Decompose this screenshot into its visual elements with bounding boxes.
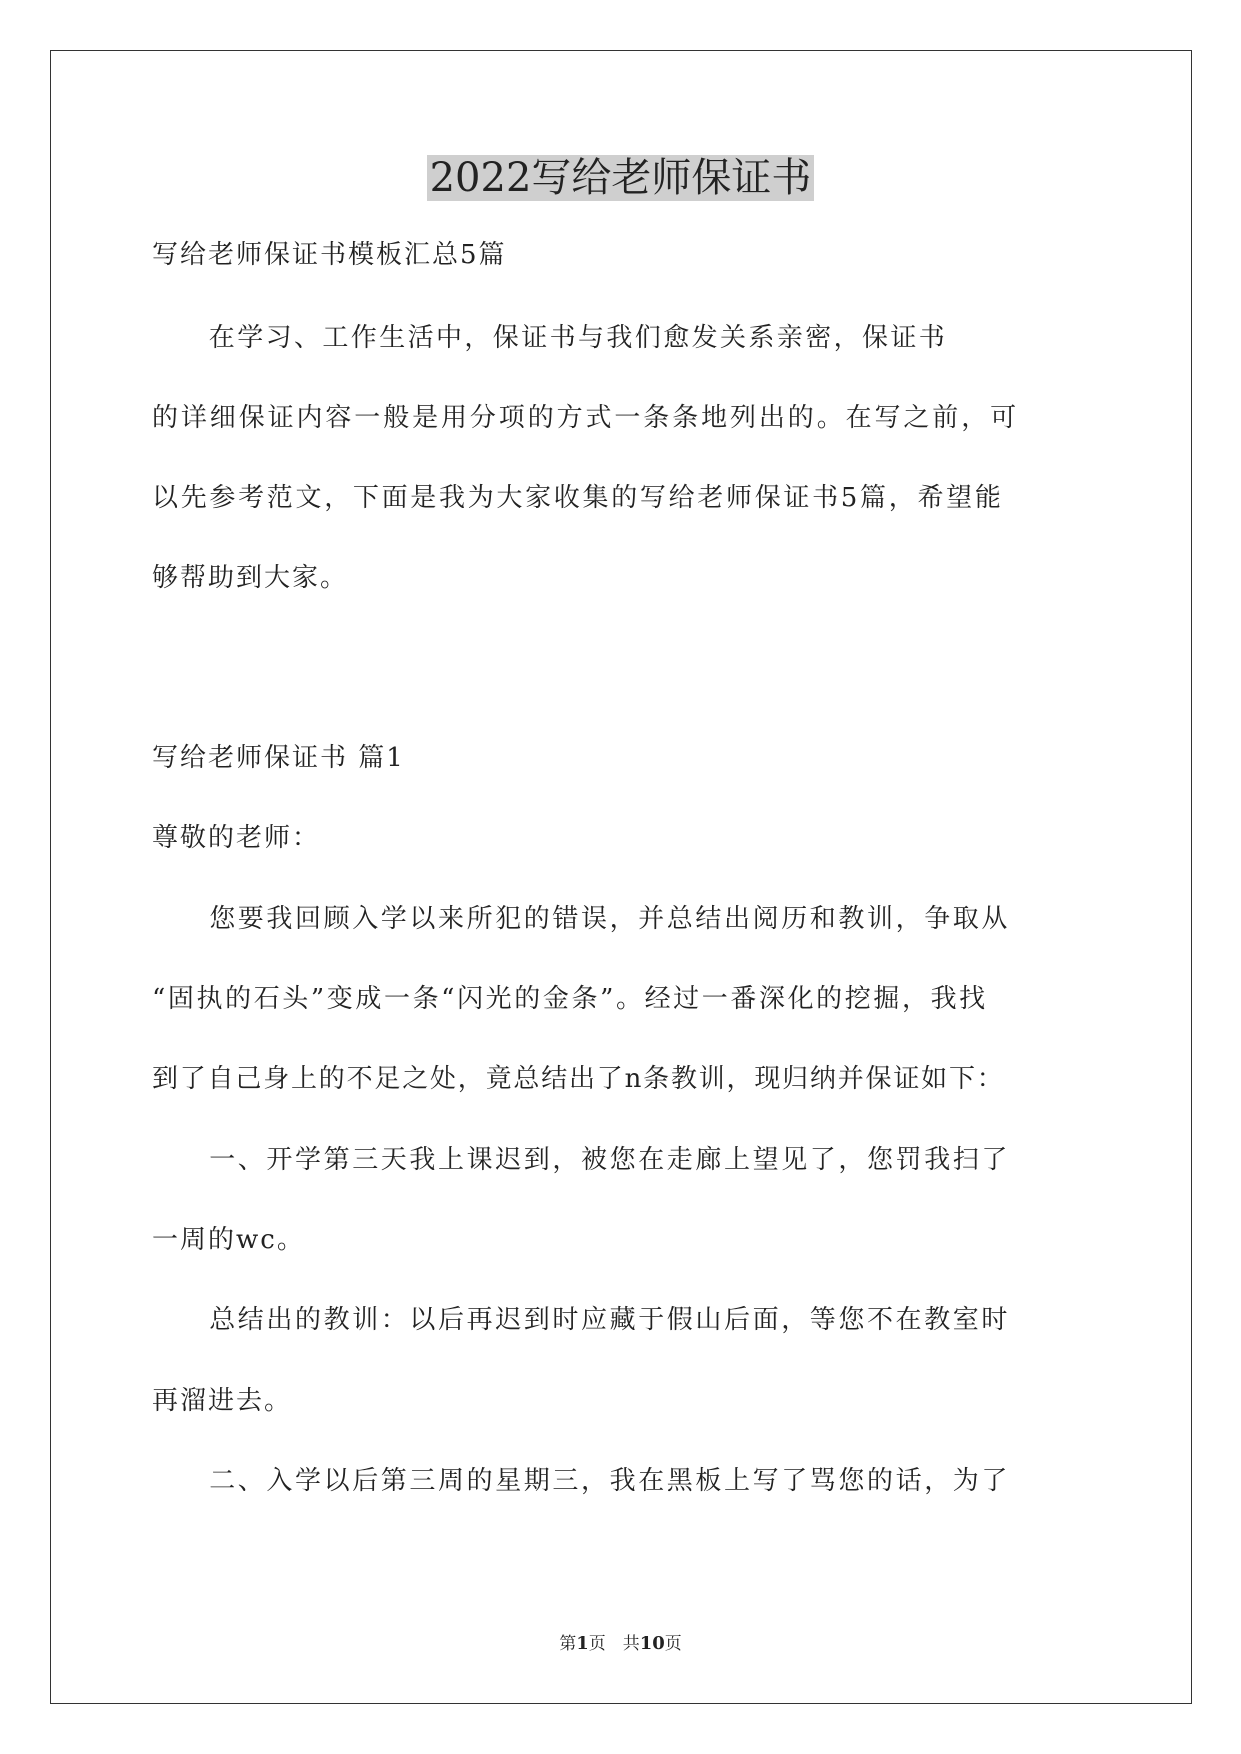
body-line-2: “固执的石头”变成一条“闪光的金条”。经过一番深化的挖掘，我找 bbox=[152, 984, 988, 1014]
intro-line-1: 在学习、工作生活中，保证书与我们愈发关系亲密，保证书 bbox=[152, 323, 948, 353]
body-line-6: 总结出的教训：以后再迟到时应藏于假山后面，等您不在教室时 bbox=[152, 1305, 1011, 1335]
footer-prefix: 第 bbox=[559, 1634, 577, 1654]
body-line-1: 您要我回顾入学以来所犯的错误，并总结出阅历和教训，争取从 bbox=[152, 904, 1011, 934]
body-line-5: 一周的wc。 bbox=[152, 1225, 305, 1255]
section-heading: 写给老师保证书 篇1 bbox=[152, 743, 405, 773]
page-footer bbox=[0, 1632, 1241, 1656]
intro-line-2: 的详细保证内容一般是用分项的方式一条条地列出的。在写之前，可 bbox=[152, 403, 1020, 433]
intro-line-3: 以先参考范文，下面是我为大家收集的写给老师保证书5篇，希望能 bbox=[152, 483, 1004, 513]
footer-page-number: 1 bbox=[576, 1633, 589, 1654]
footer-total-pages: 10 bbox=[639, 1633, 665, 1654]
page-border bbox=[50, 50, 1192, 1704]
salutation: 尊敬的老师： bbox=[152, 823, 321, 853]
intro-line-4: 够帮助到大家。 bbox=[152, 563, 349, 593]
body-line-8: 二、入学以后第三周的星期三，我在黑板上写了骂您的话，为了 bbox=[152, 1466, 1011, 1496]
body-line-4: 一、开学第三天我上课迟到，被您在走廊上望见了，您罚我扫了 bbox=[152, 1145, 1011, 1175]
document-title: 2022写给老师保证书 bbox=[0, 148, 1241, 208]
body-line-3: 到了自己身上的不足之处，竟总结出了n条教训，现归纳并保证如下： bbox=[152, 1064, 1005, 1094]
footer-middle: 页 共 bbox=[588, 1634, 640, 1654]
footer-suffix: 页 bbox=[664, 1634, 682, 1654]
body-line-7: 再溜进去。 bbox=[152, 1386, 293, 1416]
subtitle: 写给老师保证书模板汇总5篇 bbox=[152, 240, 507, 270]
